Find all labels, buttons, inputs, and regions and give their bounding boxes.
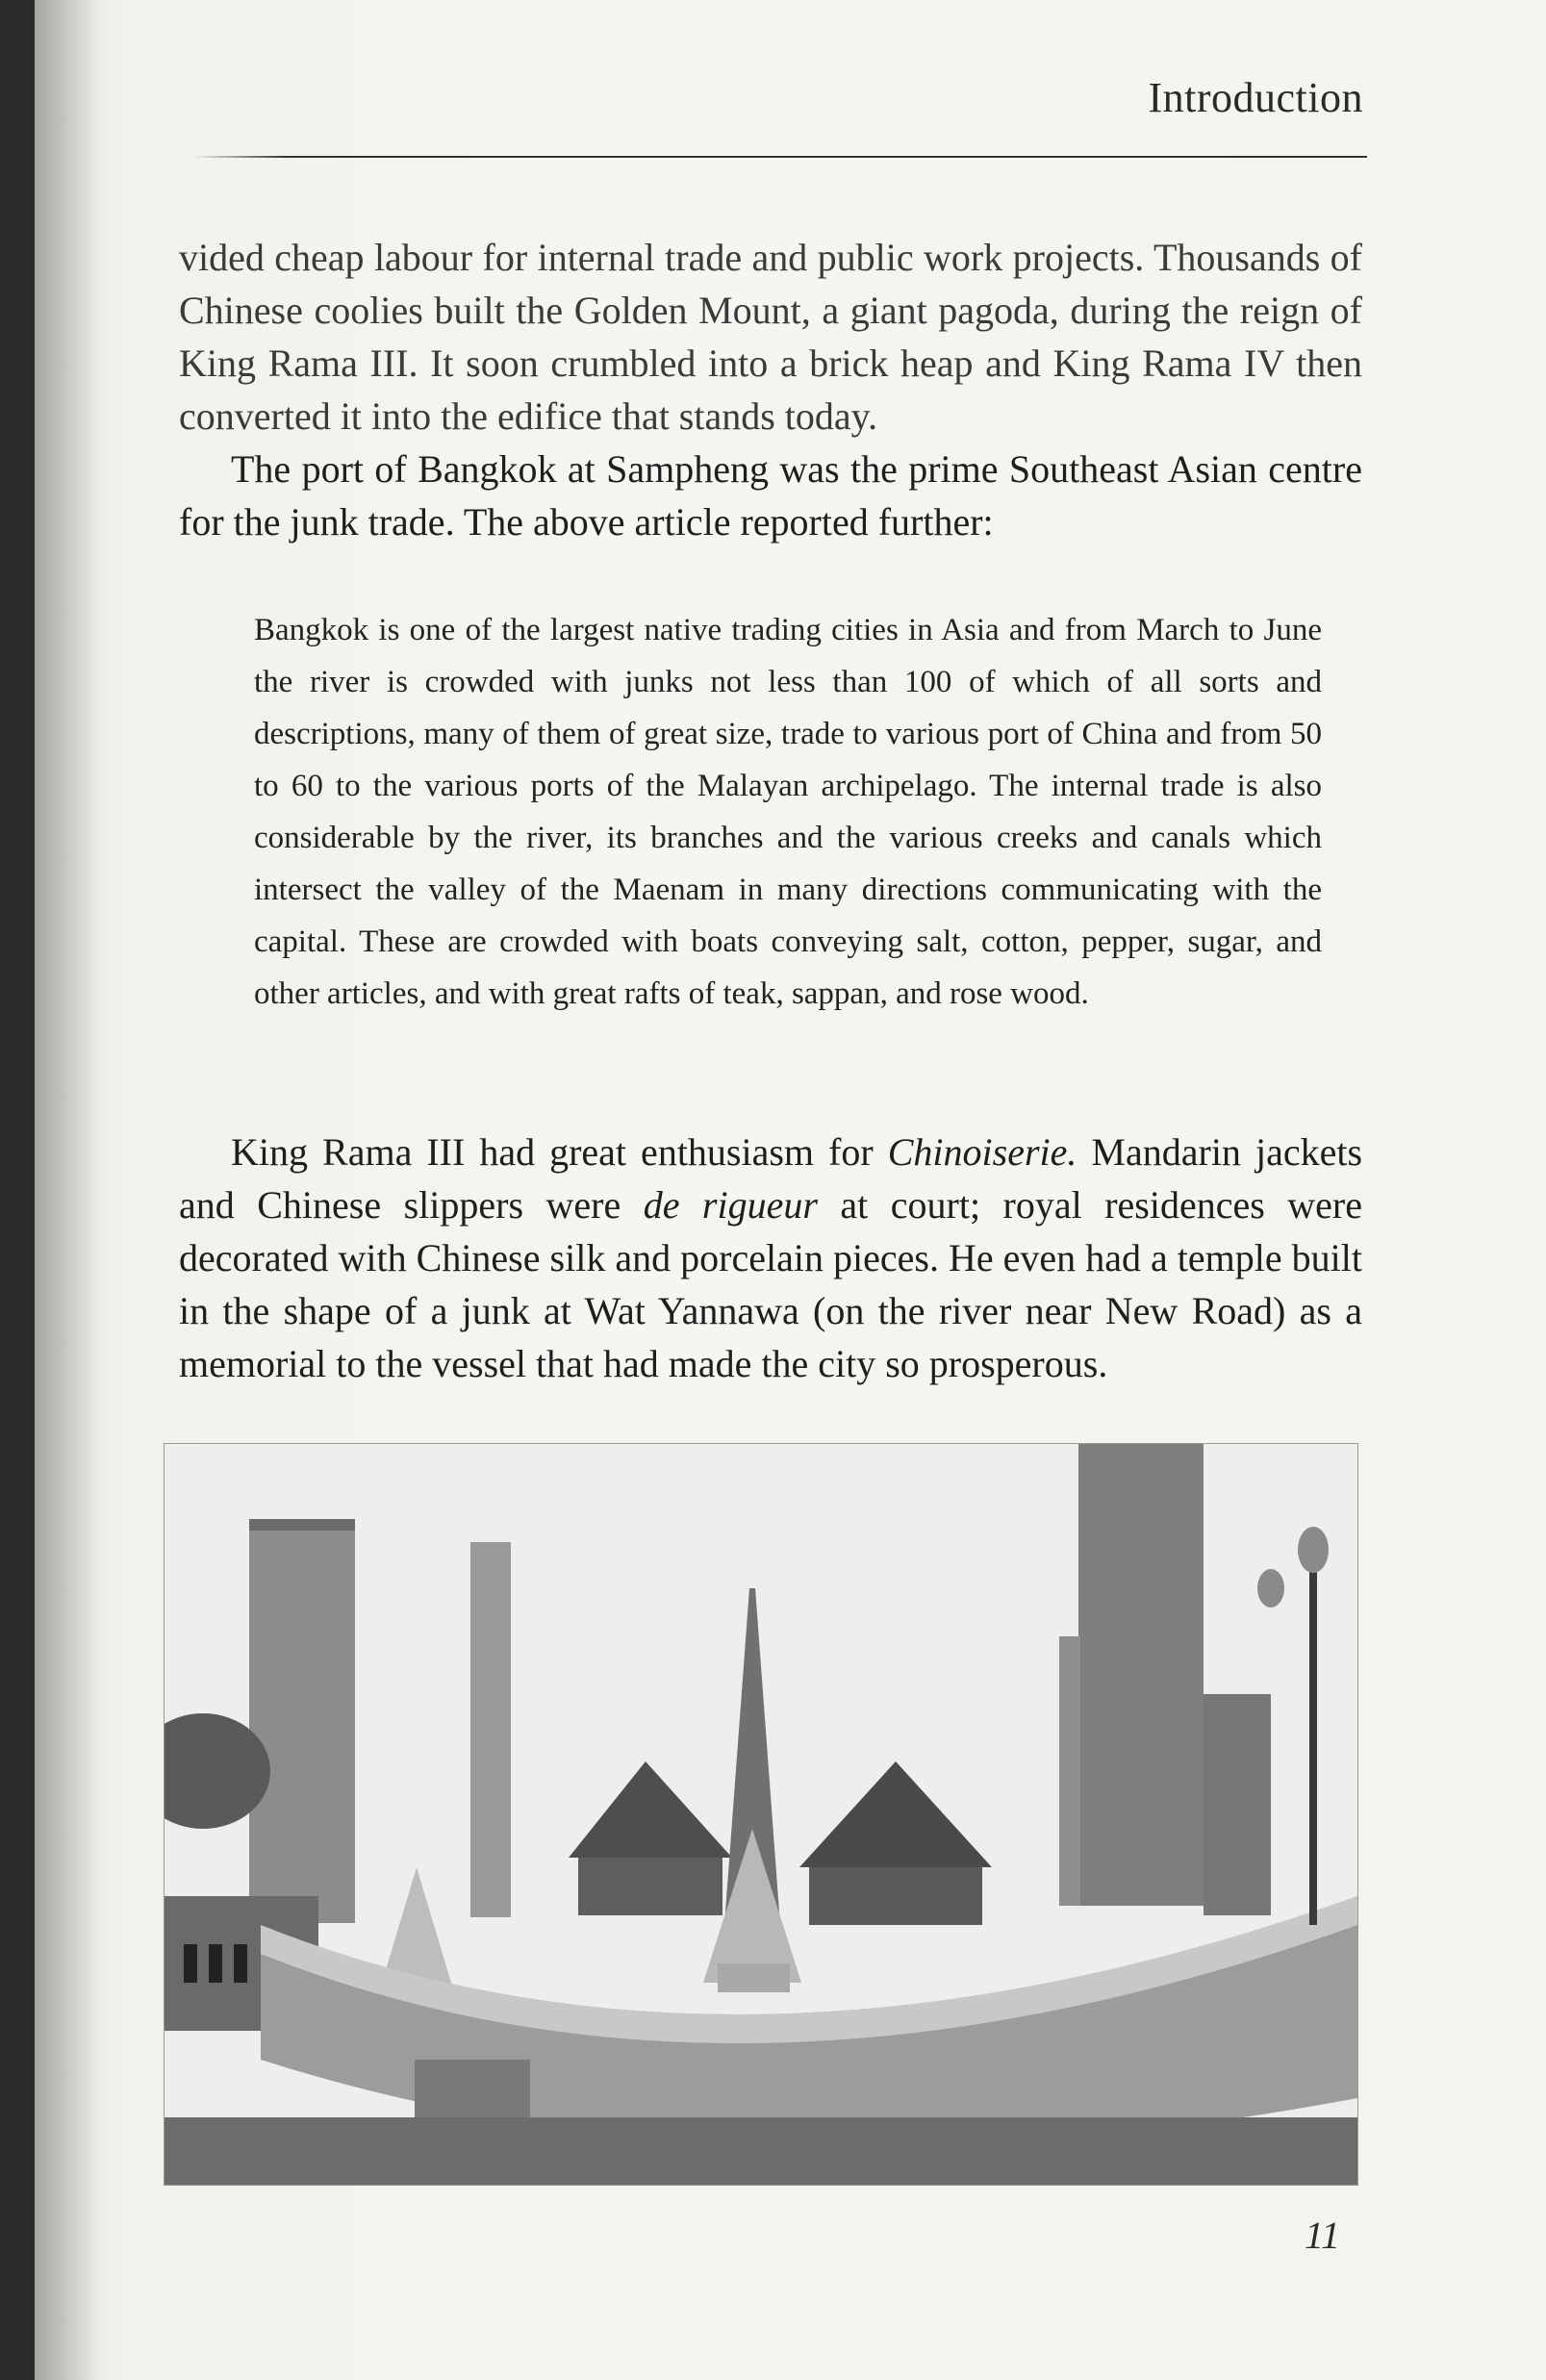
book-page [35,0,1546,2380]
italic-chinoiserie: Chinoiserie. [887,1130,1077,1174]
paragraph-three-part2: Mandarin jackets and Chinese slippers were [179,1130,1363,1227]
paragraph-two-text: The port of Bangkok at Sampheng was the prime Southeast Asian centre for the junk trade. The above article reported further: [179,447,1362,544]
paragraph-three [179,1126,1362,1390]
paragraph-two [179,443,1362,548]
wat-yannawa-photo [164,1443,1358,2186]
paragraph-three-part3: at court; royal residences were decorated with Chinese silk and porcelain pieces. He even had a temple built in the shape of a junk at Wat Yannawa (on the river near New Road) as a memorial to the vessel that had made the city so prosperous. [179,1183,1362,1385]
block-quote: Bangkok is one of the largest native trading cities in Asia and from March to June the river is crowded with junks not less than 100 of which of all sorts and descriptions, many of them of great size, trade to various port of China and from 50 to 60 to the various ports of the Malayan archipelago. The internal trade is also considerable by the river, its branches and the various creeks and canals which intersect the valley of the Maenam in many directions communicating with the capital. These are crowded with boats conveying salt, cotton, pepper, sugar, and other articles, and with great rafts of teak, sappan, and rose wood. [254,613,1322,1011]
page-number: 11 [1304,2214,1340,2257]
header-rule [193,156,1367,158]
paragraph-three-part1: King Rama III had great enthusiasm for [231,1130,888,1174]
running-head: Introduction [1148,74,1363,121]
gutter-shadow [35,0,102,2380]
continued-paragraph-text: vided cheap labour for internal trade and public work projects. Thousands of Chinese coolies built the Golden Mount, a giant pagoda, during the reign of King Rama III. It soon crumbled into a brick heap and King Rama IV then converted it into the edifice that stands today. [179,236,1362,438]
continued-paragraph [179,231,1362,443]
photo-illustration [165,1444,1357,2185]
italic-de-rigueur: de rigueur [643,1183,818,1227]
paragraph-three-text [179,1126,1362,1390]
